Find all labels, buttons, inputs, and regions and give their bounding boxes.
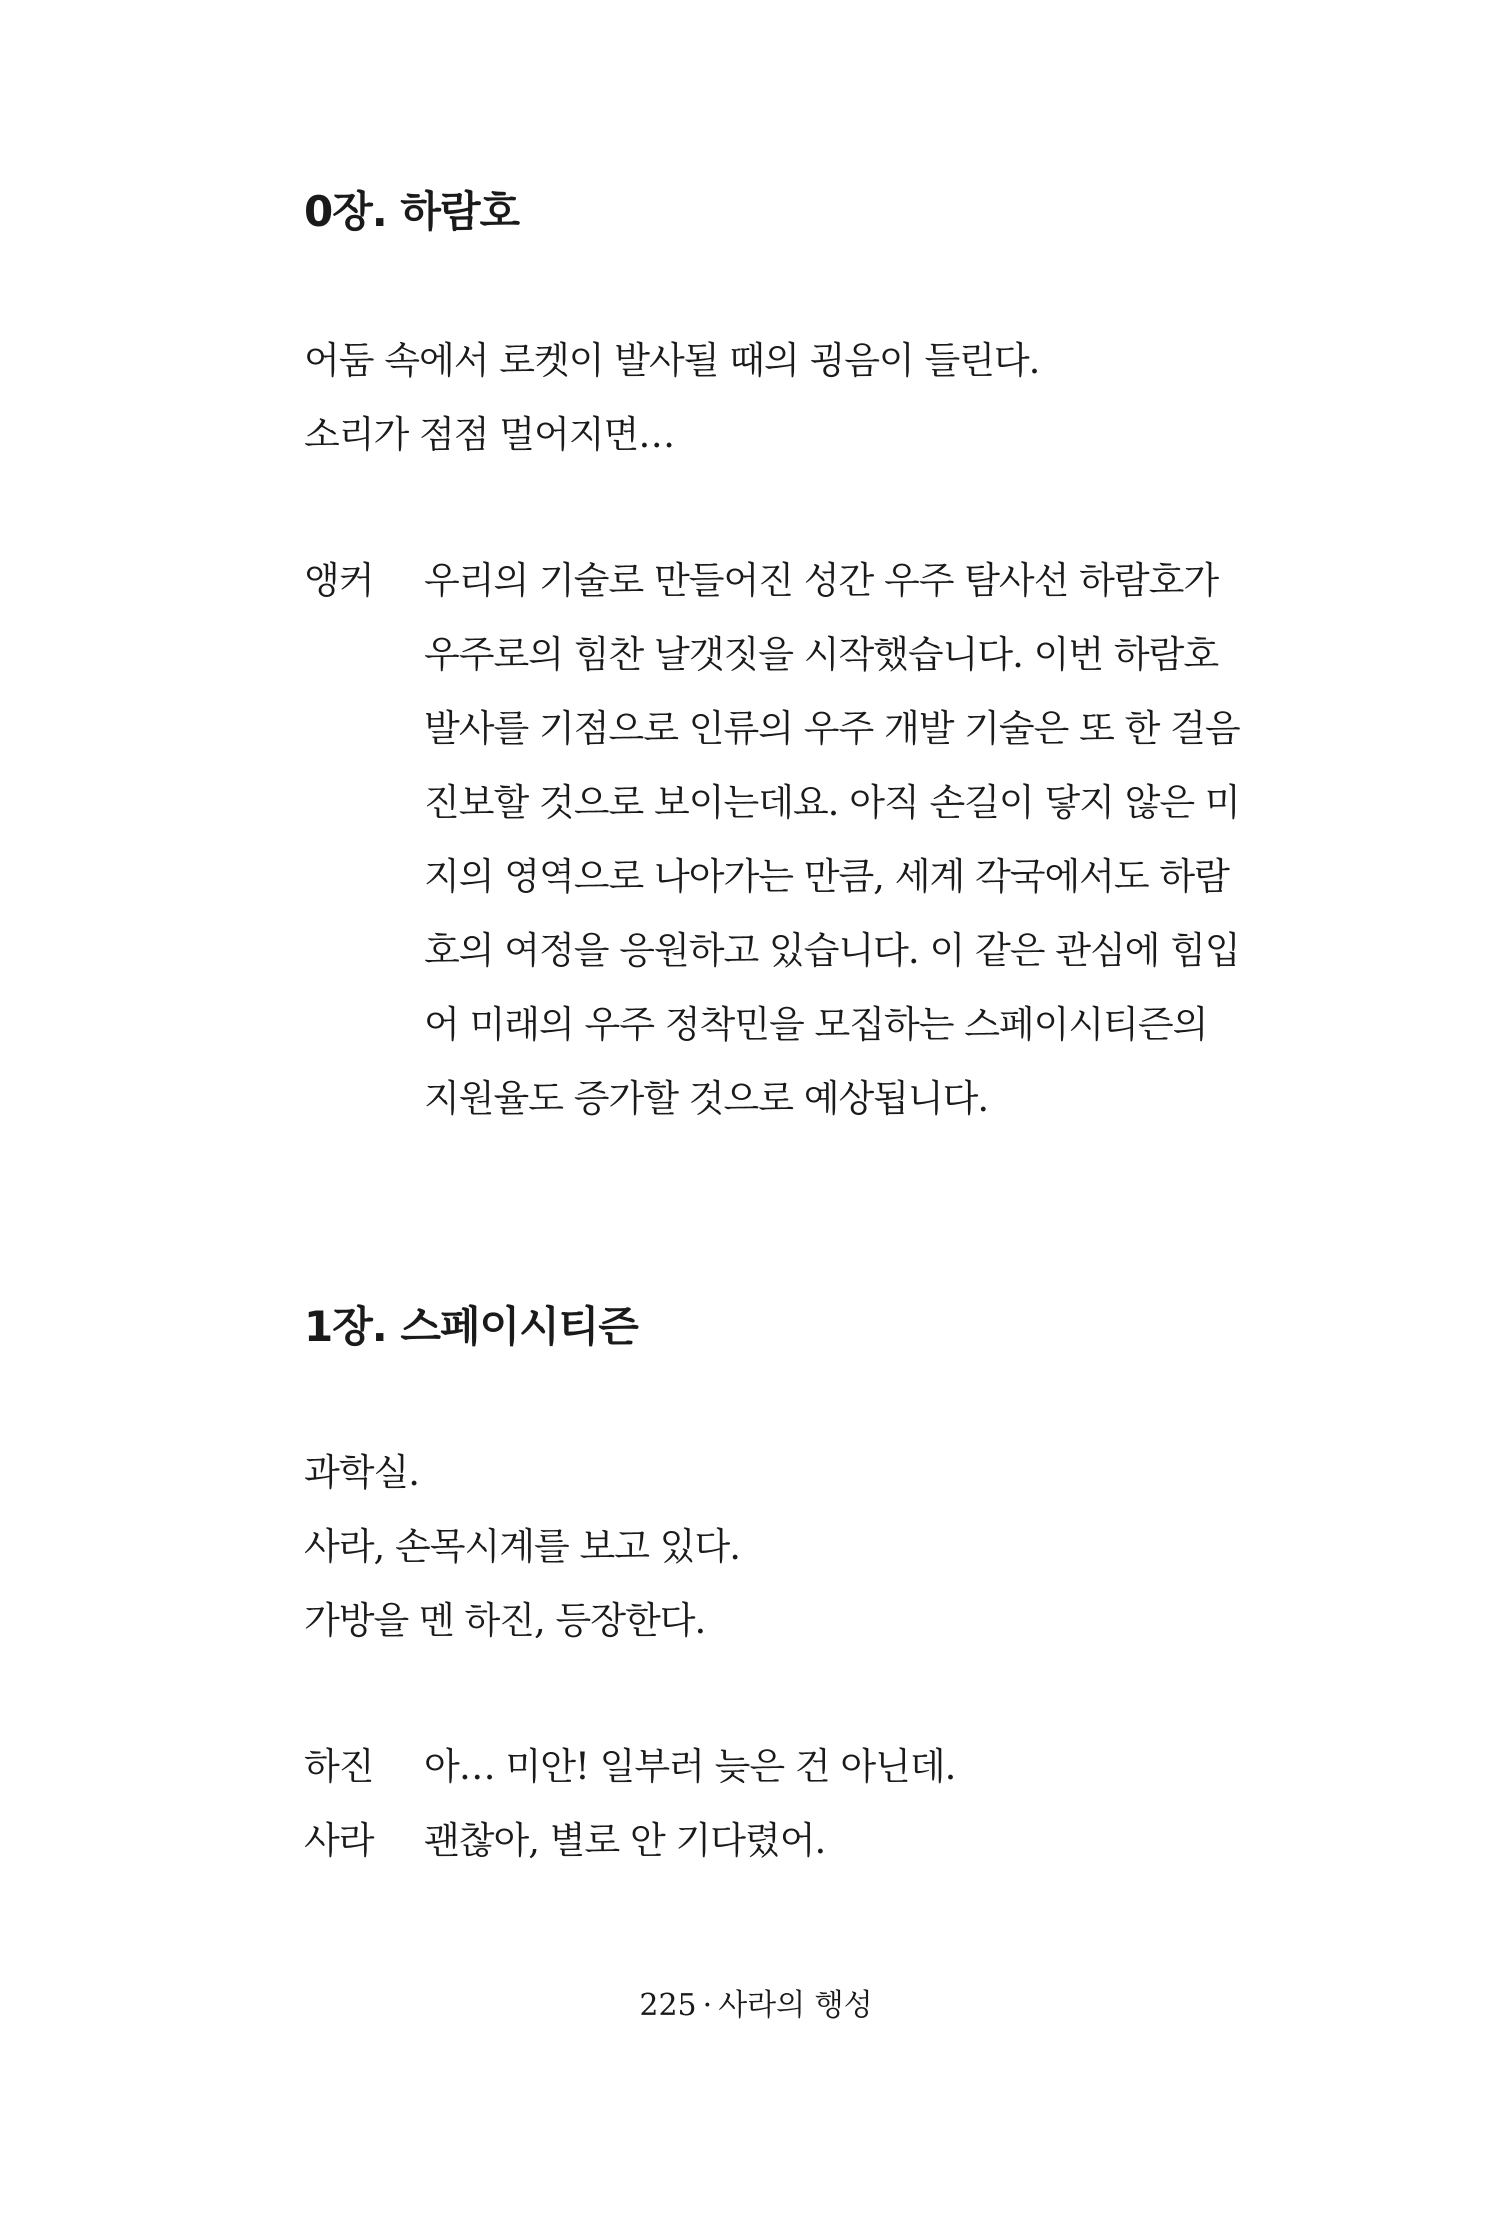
speaker-name: 하진 [304,1745,374,1788]
footer-separator: · [702,1988,713,2023]
narration-line: 사라, 손목시계를 보고 있다. [304,1525,740,1568]
anchor-dialogue [304,544,1274,1144]
speaker-name: 사라 [304,1819,374,1862]
speech-line: 진보할 것으로 보이는데요. 아직 손길이 닿지 않은 미 [424,781,1240,824]
page-footer [0,1986,1512,2026]
dialogue-speech [424,1730,955,1804]
chapter-0-narration [304,324,1039,472]
speech-line: 괜찮아, 별로 안 기다렸어. [424,1819,826,1862]
narration-line: 가방을 멘 하진, 등장한다. [304,1599,706,1642]
speech-line: 지의 영역으로 나아가는 만큼, 세계 각국에서도 하람 [424,855,1229,898]
dialogue-speech [424,1804,825,1878]
narration-line: 어둠 속에서 로켓이 발사될 때의 굉음이 들린다. [304,339,1040,382]
speech-line: 호의 여정을 응원하고 있습니다. 이 같은 관심에 힘입 [424,929,1240,972]
dialogue-line-hajin [304,1730,1274,1804]
speech-line: 우리의 기술로 만들어진 성간 우주 탐사선 하람호가 [424,559,1219,602]
page-number: 225 [639,1988,697,2023]
chapter-1-title: 1장. 스페이시티즌 [304,1302,638,1351]
speaker-name: 앵커 [304,559,374,602]
narration-line: 소리가 점점 멀어지면… [304,413,675,456]
book-title: 사라의 행성 [718,1988,873,2023]
speech-line: 아… 미안! 일부러 늦은 건 아닌데. [424,1745,956,1788]
narration-line: 과학실. [304,1451,419,1494]
speech-line: 지원율도 증가할 것으로 예상됩니다. [424,1077,989,1120]
dialogue-line-sara [304,1804,1274,1878]
chapter-0-title: 0장. 하람호 [304,187,520,236]
speech-line: 우주로의 힘찬 날갯짓을 시작했습니다. 이번 하람호 [424,633,1219,676]
speech-line: 어 미래의 우주 정착민을 모집하는 스페이시티즌의 [424,1003,1208,1046]
chapter-1-narration [304,1436,740,1658]
speech-line: 발사를 기점으로 인류의 우주 개발 기술은 또 한 걸음 [424,707,1240,750]
anchor-speech [424,544,1240,1136]
